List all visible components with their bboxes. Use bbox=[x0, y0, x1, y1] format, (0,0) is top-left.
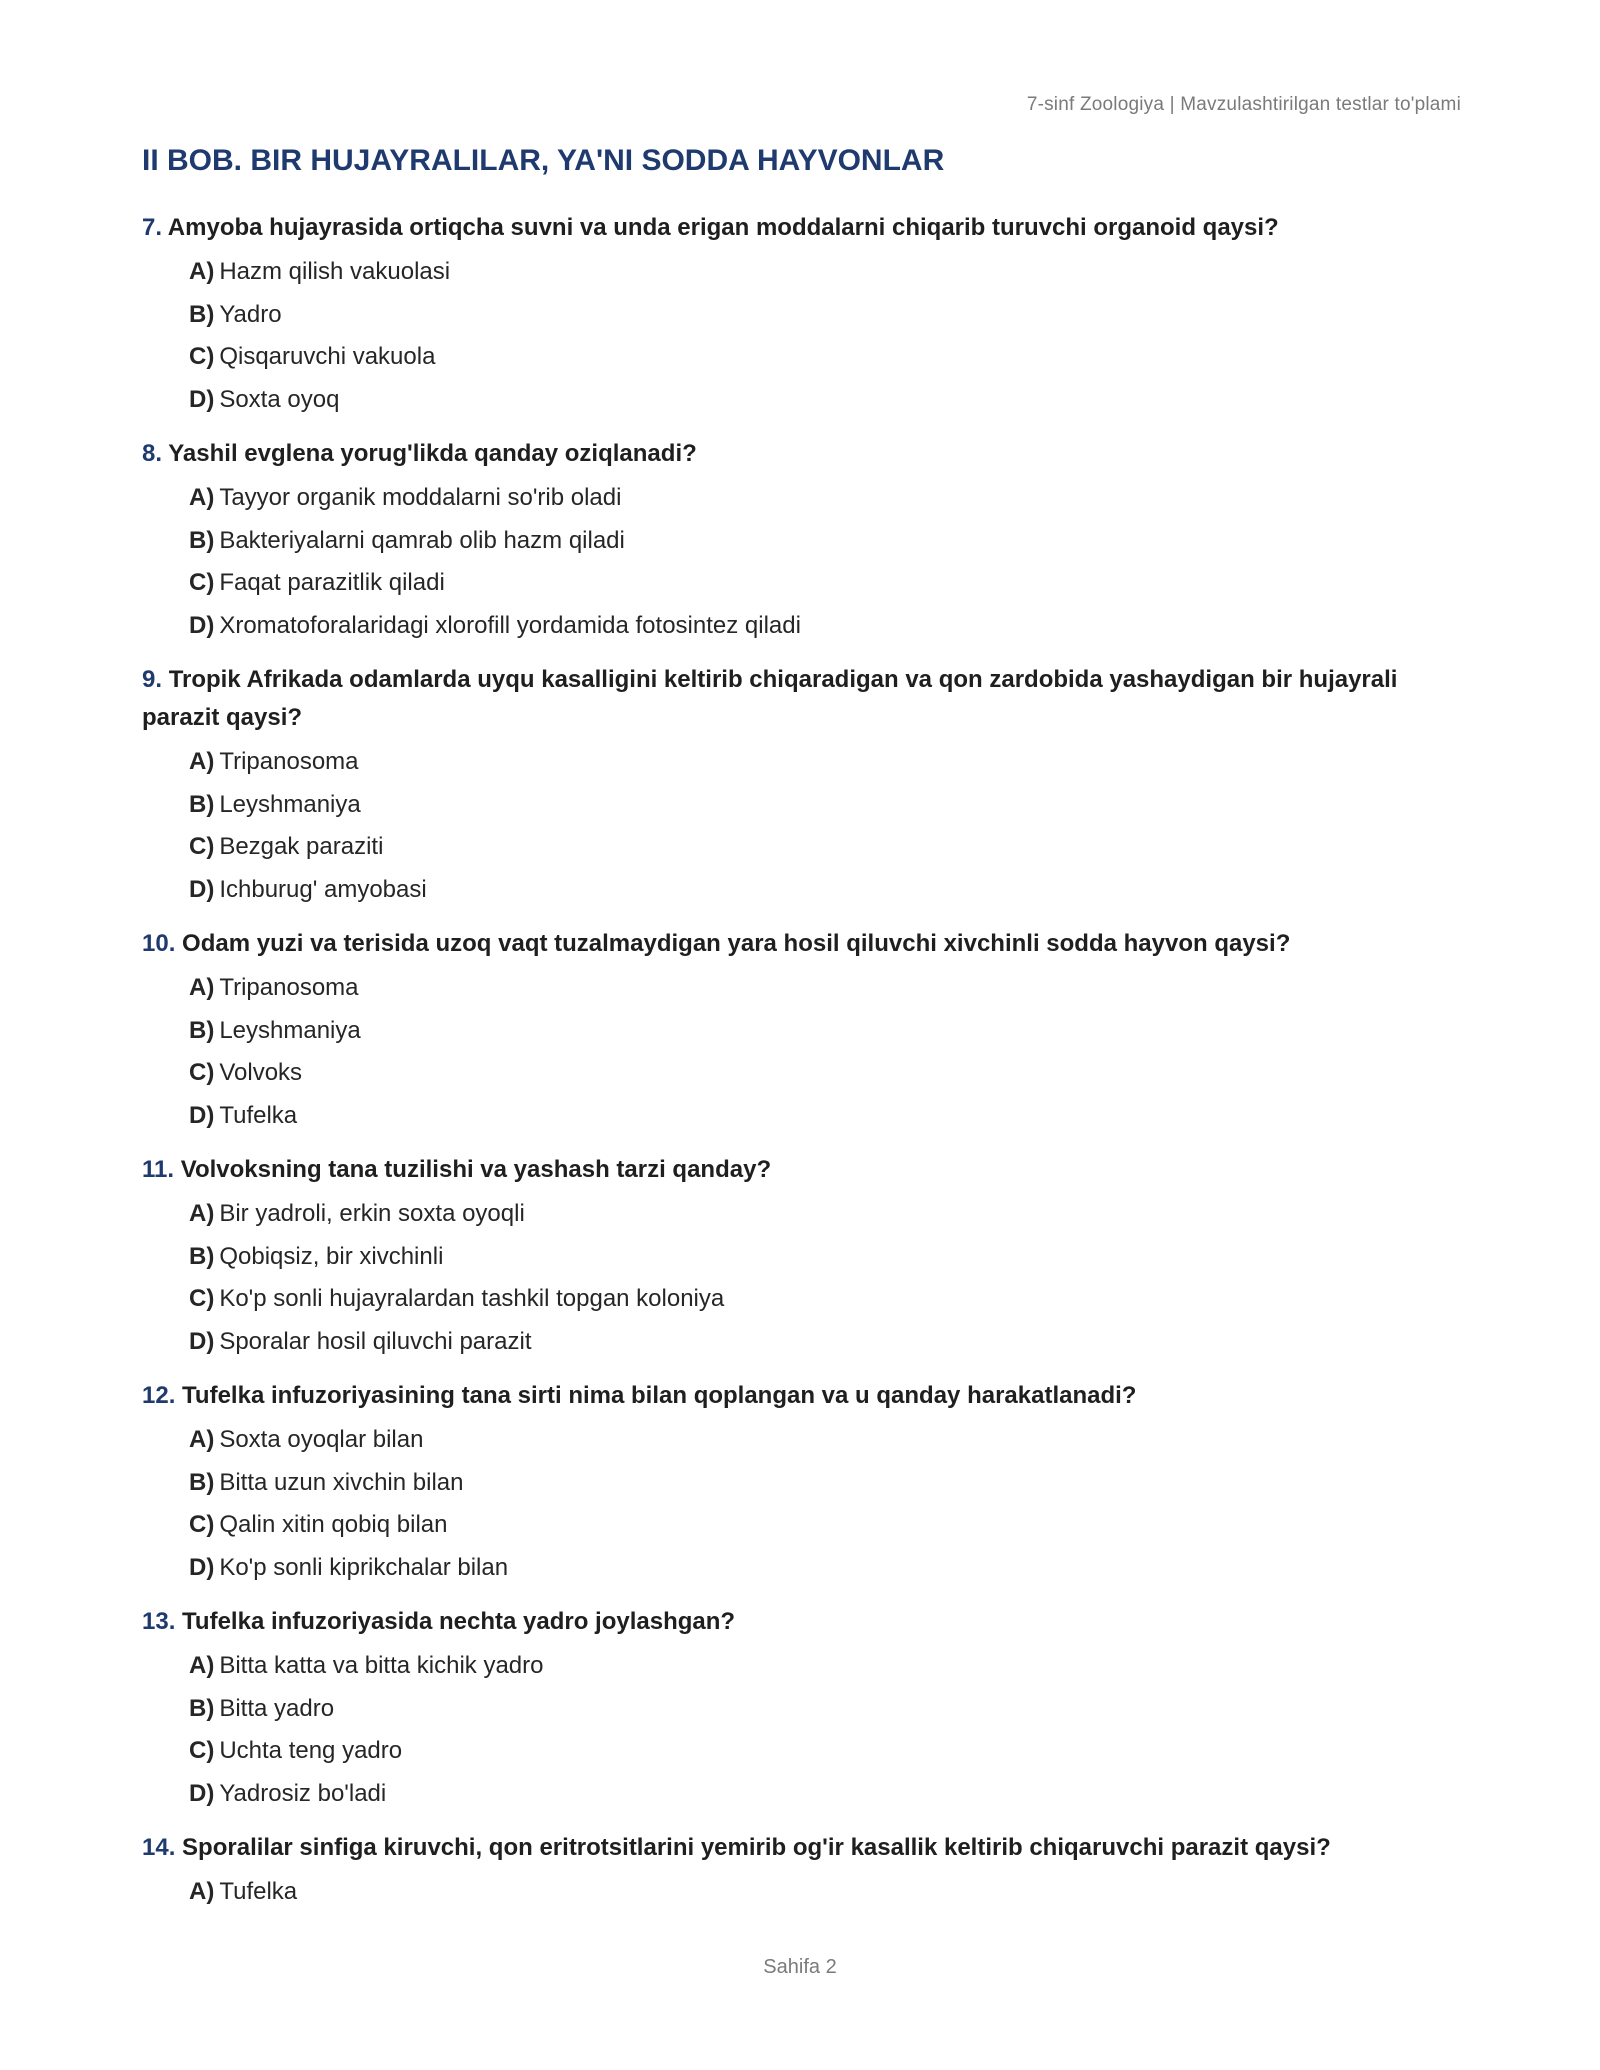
option-letter: C) bbox=[189, 833, 215, 860]
answer-option bbox=[142, 294, 1462, 337]
option-letter: D) bbox=[189, 875, 215, 903]
answer-option bbox=[142, 1645, 1462, 1688]
option-letter: C) bbox=[189, 1285, 215, 1312]
option-letter: A) bbox=[189, 1652, 215, 1679]
question-prompt: Sporalilar sinfiga kiruvchi, qon eritrotsitlarini yemirib og'ir kasallik keltirib chiqaruvchi parazit qaysi? bbox=[182, 1834, 1331, 1861]
option-letter: A) bbox=[189, 258, 215, 285]
question-number: 13. bbox=[142, 1608, 176, 1635]
option-text: Leyshmaniya bbox=[219, 1016, 361, 1044]
question-prompt: Tufelka infuzoriyasining tana sirti nima bilan qoplangan va u qanday harakatlanadi? bbox=[182, 1382, 1137, 1409]
option-text: Yadrosiz bo'ladi bbox=[219, 1779, 387, 1807]
question-block bbox=[142, 1829, 1462, 1914]
option-letter: B) bbox=[189, 1694, 215, 1722]
question-number: 7. bbox=[142, 214, 163, 241]
question-block bbox=[142, 661, 1462, 911]
answer-option bbox=[142, 1547, 1462, 1590]
option-letter: D) bbox=[189, 1553, 215, 1581]
chapter-title: II BOB. BIR HUJAYRALILAR, YA'NI SODDA HAYVONLAR bbox=[142, 144, 945, 177]
question-text bbox=[142, 1151, 1462, 1189]
option-letter: A) bbox=[189, 974, 215, 1001]
option-text: Tripanosoma bbox=[219, 748, 359, 775]
option-letter: A) bbox=[189, 484, 215, 511]
option-letter: D) bbox=[189, 1327, 215, 1355]
question-text bbox=[142, 925, 1462, 963]
question-prompt: Yashil evglena yorug'likda qanday oziqlanadi? bbox=[168, 440, 697, 467]
question-block bbox=[142, 1151, 1462, 1363]
option-letter: D) bbox=[189, 385, 215, 413]
answer-option bbox=[142, 1052, 1462, 1095]
question-prompt: Tufelka infuzoriyasida nechta yadro joylashgan? bbox=[182, 1608, 736, 1635]
answer-option bbox=[142, 336, 1462, 379]
option-letter: A) bbox=[189, 1878, 215, 1905]
option-text: Sporalar hosil qiluvchi parazit bbox=[219, 1327, 532, 1355]
answer-option bbox=[142, 1193, 1462, 1236]
answer-option bbox=[142, 1462, 1462, 1505]
question-text bbox=[142, 209, 1462, 247]
option-text: Leyshmaniya bbox=[219, 790, 361, 818]
answer-option bbox=[142, 379, 1462, 422]
answer-option bbox=[142, 1278, 1462, 1321]
option-text: Ichburug' amyobasi bbox=[219, 875, 427, 903]
question-number: 14. bbox=[142, 1834, 176, 1861]
option-letter: B) bbox=[189, 790, 215, 818]
question-block bbox=[142, 209, 1462, 421]
question-text bbox=[142, 1603, 1462, 1641]
option-text: Ko'p sonli kiprikchalar bilan bbox=[219, 1553, 509, 1581]
answer-option bbox=[142, 784, 1462, 827]
question-prompt: Odam yuzi va terisida uzoq vaqt tuzalmaydigan yara hosil qiluvchi xivchinli sodda hayvon qaysi? bbox=[182, 930, 1291, 957]
option-text: Tufelka bbox=[219, 1878, 298, 1905]
option-text: Bitta katta va bitta kichik yadro bbox=[219, 1652, 544, 1679]
option-letter: B) bbox=[189, 300, 215, 328]
option-letter: C) bbox=[189, 1737, 215, 1764]
question-block bbox=[142, 435, 1462, 647]
question-text bbox=[142, 1829, 1462, 1867]
answer-option bbox=[142, 826, 1462, 869]
option-letter: D) bbox=[189, 611, 215, 639]
option-text: Tayyor organik moddalarni so'rib oladi bbox=[219, 484, 622, 511]
option-text: Faqat parazitlik qiladi bbox=[219, 569, 445, 596]
option-letter: D) bbox=[189, 1779, 215, 1807]
option-letter: B) bbox=[189, 1242, 215, 1270]
question-number: 11. bbox=[142, 1156, 175, 1183]
answer-option bbox=[142, 1504, 1462, 1547]
answer-option bbox=[142, 1321, 1462, 1364]
question-number: 8. bbox=[142, 440, 163, 467]
option-text: Yadro bbox=[219, 300, 282, 328]
answer-option bbox=[142, 605, 1462, 648]
option-text: Qobiqsiz, bir xivchinli bbox=[219, 1242, 444, 1270]
answer-option bbox=[142, 1871, 1462, 1914]
option-letter: C) bbox=[189, 1511, 215, 1538]
question-block bbox=[142, 925, 1462, 1137]
question-text bbox=[142, 661, 1462, 737]
page-number: Sahifa 2 bbox=[763, 1956, 837, 1978]
option-text: Qisqaruvchi vakuola bbox=[219, 343, 436, 370]
option-text: Bitta uzun xivchin bilan bbox=[219, 1468, 464, 1496]
answer-option bbox=[142, 1419, 1462, 1462]
option-letter: C) bbox=[189, 1059, 215, 1086]
option-letter: D) bbox=[189, 1101, 215, 1129]
option-letter: C) bbox=[189, 569, 215, 596]
option-text: Uchta teng yadro bbox=[219, 1737, 403, 1764]
option-text: Soxta oyoqlar bilan bbox=[219, 1426, 424, 1453]
answer-option bbox=[142, 1236, 1462, 1279]
option-text: Bakteriyalarni qamrab olib hazm qiladi bbox=[219, 526, 625, 554]
option-text: Soxta oyoq bbox=[219, 385, 340, 413]
option-letter: A) bbox=[189, 748, 215, 775]
option-text: Tufelka bbox=[219, 1101, 298, 1129]
answer-option bbox=[142, 520, 1462, 563]
option-text: Tripanosoma bbox=[219, 974, 359, 1001]
answer-option bbox=[142, 251, 1462, 294]
option-letter: A) bbox=[189, 1200, 215, 1227]
answer-option bbox=[142, 967, 1462, 1010]
question-number: 10. bbox=[142, 930, 176, 957]
option-text: Xromatoforalaridagi xlorofill yordamida fotosintez qiladi bbox=[219, 611, 801, 639]
answer-option bbox=[142, 1688, 1462, 1731]
answer-option bbox=[142, 562, 1462, 605]
answer-option bbox=[142, 1010, 1462, 1053]
question-block bbox=[142, 1603, 1462, 1815]
question-text bbox=[142, 1377, 1462, 1415]
option-text: Ko'p sonli hujayralardan tashkil topgan koloniya bbox=[219, 1285, 725, 1312]
option-letter: B) bbox=[189, 1016, 215, 1044]
option-text: Bezgak paraziti bbox=[219, 833, 384, 860]
option-letter: B) bbox=[189, 526, 215, 554]
option-letter: B) bbox=[189, 1468, 215, 1496]
question-prompt: Volvoksning tana tuzilishi va yashash tarzi qanday? bbox=[180, 1156, 772, 1183]
option-text: Hazm qilish vakuolasi bbox=[219, 258, 451, 285]
question-number: 12. bbox=[142, 1382, 176, 1409]
answer-option bbox=[142, 1773, 1462, 1816]
answer-option bbox=[142, 477, 1462, 520]
option-text: Bir yadroli, erkin soxta oyoqli bbox=[219, 1200, 525, 1227]
answer-option bbox=[142, 869, 1462, 912]
question-prompt: Tropik Afrikada odamlarda uyqu kasalligini keltirib chiqaradigan va qon zardobida yashaydigan bir hujayrali parazit qaysi? bbox=[142, 666, 1398, 731]
page-header: 7-sinf Zoologiya | Mavzulashtirilgan testlar to'plami bbox=[1026, 94, 1461, 115]
question-text bbox=[142, 435, 1462, 473]
option-text: Bitta yadro bbox=[219, 1694, 335, 1722]
option-letter: C) bbox=[189, 343, 215, 370]
question-list bbox=[142, 209, 1462, 1928]
option-text: Volvoks bbox=[219, 1059, 303, 1086]
answer-option bbox=[142, 741, 1462, 784]
answer-option bbox=[142, 1730, 1462, 1773]
answer-option bbox=[142, 1095, 1462, 1138]
option-text: Qalin xitin qobiq bilan bbox=[219, 1511, 448, 1538]
question-block bbox=[142, 1377, 1462, 1589]
option-letter: A) bbox=[189, 1426, 215, 1453]
question-prompt: Amyoba hujayrasida ortiqcha suvni va unda erigan moddalarni chiqarib turuvchi organoid qaysi? bbox=[167, 214, 1279, 241]
question-number: 9. bbox=[142, 666, 163, 693]
